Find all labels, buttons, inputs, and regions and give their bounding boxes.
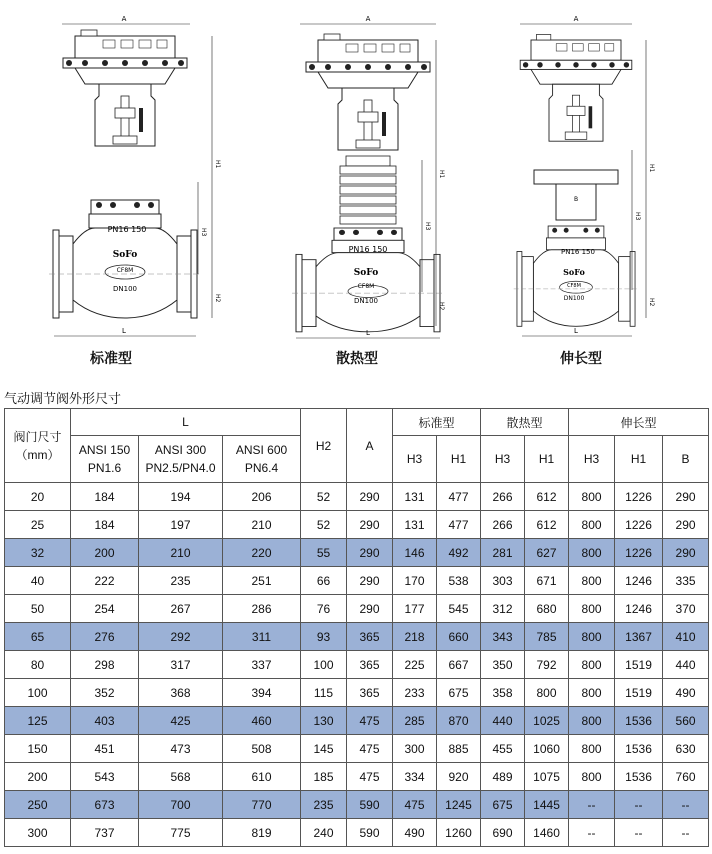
table-cell: 1519 bbox=[615, 679, 663, 707]
table-cell: 440 bbox=[481, 707, 525, 735]
table-cell: 1445 bbox=[525, 791, 569, 819]
table-cell: 240 bbox=[301, 819, 347, 847]
table-row bbox=[5, 735, 709, 763]
table-cell: 365 bbox=[347, 651, 393, 679]
table-row bbox=[5, 623, 709, 651]
table-cell: 538 bbox=[437, 567, 481, 595]
table-cell: 343 bbox=[481, 623, 525, 651]
table-cell: 266 bbox=[481, 483, 525, 511]
table-cell: 775 bbox=[139, 819, 223, 847]
table-cell: 800 bbox=[569, 623, 615, 651]
l-header: L bbox=[71, 409, 301, 436]
table-cell: 477 bbox=[437, 483, 481, 511]
table-cell: 673 bbox=[71, 791, 139, 819]
heat-dim-a: A bbox=[365, 15, 371, 23]
heat-dn: DN100 bbox=[354, 297, 378, 305]
ext-plate: PN16 150 bbox=[561, 248, 595, 256]
table-title: 气动调节阀外形尺寸 bbox=[4, 392, 122, 407]
table-cell: 251 bbox=[223, 567, 301, 595]
table-cell: 290 bbox=[663, 483, 709, 511]
table-cell: 20 bbox=[5, 483, 71, 511]
ext-b-header: B bbox=[663, 436, 709, 483]
table-cell: 1226 bbox=[615, 483, 663, 511]
group-extended: 伸长型 bbox=[569, 409, 709, 436]
table-cell: 1536 bbox=[615, 707, 663, 735]
table-body bbox=[5, 483, 709, 847]
table-cell: 225 bbox=[393, 651, 437, 679]
table-cell: 440 bbox=[663, 651, 709, 679]
ext-h1-header: H1 bbox=[615, 436, 663, 483]
table-cell: 800 bbox=[569, 483, 615, 511]
table-cell: 800 bbox=[569, 763, 615, 791]
table-cell: 50 bbox=[5, 595, 71, 623]
table-cell: 25 bbox=[5, 511, 71, 539]
table-row bbox=[5, 567, 709, 595]
standard-valve-drawing bbox=[49, 15, 221, 336]
table-cell: 197 bbox=[139, 511, 223, 539]
table-cell: 200 bbox=[71, 539, 139, 567]
table-cell: 267 bbox=[139, 595, 223, 623]
table-cell: 200 bbox=[5, 763, 71, 791]
table-cell: 460 bbox=[223, 707, 301, 735]
caption-extended: 伸长型 bbox=[560, 351, 602, 367]
table-cell: 185 bbox=[301, 763, 347, 791]
table-cell: 612 bbox=[525, 511, 569, 539]
table-cell: -- bbox=[569, 791, 615, 819]
table-cell: 194 bbox=[139, 483, 223, 511]
table-cell: 66 bbox=[301, 567, 347, 595]
std-h3-header: H3 bbox=[393, 436, 437, 483]
table-cell: 76 bbox=[301, 595, 347, 623]
table-cell: 477 bbox=[437, 511, 481, 539]
table-cell: 150 bbox=[5, 735, 71, 763]
table-cell: 394 bbox=[223, 679, 301, 707]
std-logo: SoFo bbox=[112, 250, 138, 260]
std-h1-header: H1 bbox=[437, 436, 481, 483]
table-cell: 370 bbox=[663, 595, 709, 623]
table-cell: 800 bbox=[525, 679, 569, 707]
group-heat: 散热型 bbox=[481, 409, 569, 436]
table-cell: 100 bbox=[301, 651, 347, 679]
l-sub-ansi150: ANSI 150 PN1.6 bbox=[71, 436, 139, 483]
table-cell: 285 bbox=[393, 707, 437, 735]
table-cell: -- bbox=[569, 819, 615, 847]
table-cell: -- bbox=[615, 791, 663, 819]
table-cell: 55 bbox=[301, 539, 347, 567]
table-cell: -- bbox=[615, 819, 663, 847]
table-cell: 920 bbox=[437, 763, 481, 791]
table-row bbox=[5, 511, 709, 539]
table-cell: 358 bbox=[481, 679, 525, 707]
table-cell: 1536 bbox=[615, 763, 663, 791]
table-cell: -- bbox=[663, 819, 709, 847]
table-cell: 334 bbox=[393, 763, 437, 791]
heat-dim-h2: H2 bbox=[438, 302, 445, 311]
table-cell: 885 bbox=[437, 735, 481, 763]
table-cell: 785 bbox=[525, 623, 569, 651]
table-cell: 300 bbox=[393, 735, 437, 763]
table-cell: 40 bbox=[5, 567, 71, 595]
table-cell: 266 bbox=[481, 511, 525, 539]
table-cell: 1260 bbox=[437, 819, 481, 847]
table-cell: 1226 bbox=[615, 511, 663, 539]
table-cell: 1460 bbox=[525, 819, 569, 847]
table-row bbox=[5, 791, 709, 819]
std-dim-a: A bbox=[121, 15, 127, 23]
group-standard: 标准型 bbox=[393, 409, 481, 436]
table-cell: 311 bbox=[223, 623, 301, 651]
extended-valve-drawing bbox=[514, 15, 655, 336]
valve-drawings bbox=[0, 0, 712, 345]
table-cell: 250 bbox=[5, 791, 71, 819]
table-cell: 800 bbox=[569, 539, 615, 567]
table-cell: 545 bbox=[437, 595, 481, 623]
table-row bbox=[5, 595, 709, 623]
table-cell: 792 bbox=[525, 651, 569, 679]
std-dim-l: L bbox=[122, 327, 126, 335]
ext-dim-a: A bbox=[573, 15, 579, 23]
table-cell: 218 bbox=[393, 623, 437, 651]
table-row bbox=[5, 763, 709, 791]
table-cell: 131 bbox=[393, 483, 437, 511]
table-cell: 290 bbox=[347, 539, 393, 567]
heat-logo: SoFo bbox=[353, 268, 379, 278]
table-cell: 667 bbox=[437, 651, 481, 679]
table-cell: 352 bbox=[71, 679, 139, 707]
std-plate: PN16 150 bbox=[107, 225, 147, 234]
table-cell: 568 bbox=[139, 763, 223, 791]
table-cell: 286 bbox=[223, 595, 301, 623]
table-cell: 492 bbox=[437, 539, 481, 567]
table-cell: 473 bbox=[139, 735, 223, 763]
size-unit: （mm） bbox=[15, 447, 60, 462]
ext-h3-header: H3 bbox=[569, 436, 615, 483]
h2-header: H2 bbox=[301, 409, 347, 483]
table-cell: 800 bbox=[569, 735, 615, 763]
table-cell: 590 bbox=[347, 819, 393, 847]
table-cell: 508 bbox=[223, 735, 301, 763]
heat-dim-l: L bbox=[366, 329, 370, 337]
heat-cf: CF8M bbox=[357, 283, 375, 290]
table-cell: 1025 bbox=[525, 707, 569, 735]
heat-plate: PN16 150 bbox=[348, 245, 388, 254]
ext-dn: DN100 bbox=[563, 295, 585, 302]
std-dim-h3: H3 bbox=[200, 228, 207, 237]
table-cell: 451 bbox=[71, 735, 139, 763]
table-cell: 184 bbox=[71, 511, 139, 539]
table-cell: 177 bbox=[393, 595, 437, 623]
table-cell: 350 bbox=[481, 651, 525, 679]
table-cell: 220 bbox=[223, 539, 301, 567]
table-cell: 410 bbox=[663, 623, 709, 651]
table-cell: 303 bbox=[481, 567, 525, 595]
table-cell: 590 bbox=[347, 791, 393, 819]
table-cell: 298 bbox=[71, 651, 139, 679]
table-cell: 290 bbox=[347, 511, 393, 539]
table-cell: 290 bbox=[347, 567, 393, 595]
table-row bbox=[5, 819, 709, 847]
table-cell: 365 bbox=[347, 623, 393, 651]
heat-h3-header: H3 bbox=[481, 436, 525, 483]
table-cell: 254 bbox=[71, 595, 139, 623]
caption-standard: 标准型 bbox=[90, 351, 132, 367]
table-cell: 425 bbox=[139, 707, 223, 735]
heat-dim-h3: H3 bbox=[424, 222, 431, 231]
table-cell: 146 bbox=[393, 539, 437, 567]
table-cell: 630 bbox=[663, 735, 709, 763]
table-cell: 93 bbox=[301, 623, 347, 651]
table-cell: 312 bbox=[481, 595, 525, 623]
table-cell: 610 bbox=[223, 763, 301, 791]
table-cell: 52 bbox=[301, 483, 347, 511]
table-cell: 475 bbox=[347, 707, 393, 735]
table-cell: 800 bbox=[569, 707, 615, 735]
table-cell: 65 bbox=[5, 623, 71, 651]
heat-dim-h1: H1 bbox=[438, 170, 445, 179]
table-cell: 675 bbox=[481, 791, 525, 819]
dimension-table bbox=[4, 408, 709, 847]
table-cell: 680 bbox=[525, 595, 569, 623]
table-cell: 770 bbox=[223, 791, 301, 819]
table-cell: 335 bbox=[663, 567, 709, 595]
table-cell: 365 bbox=[347, 679, 393, 707]
table-cell: 800 bbox=[569, 679, 615, 707]
table-cell: 125 bbox=[5, 707, 71, 735]
table-cell: 145 bbox=[301, 735, 347, 763]
table-cell: 281 bbox=[481, 539, 525, 567]
table-row bbox=[5, 539, 709, 567]
std-cf: CF8M bbox=[116, 267, 134, 274]
table-row bbox=[5, 651, 709, 679]
table-cell: 612 bbox=[525, 483, 569, 511]
table-cell: 660 bbox=[437, 623, 481, 651]
l-sub-ansi600: ANSI 600 PN6.4 bbox=[223, 436, 301, 483]
table-cell: 130 bbox=[301, 707, 347, 735]
table-cell: 475 bbox=[393, 791, 437, 819]
table-cell: 475 bbox=[347, 735, 393, 763]
table-cell: 222 bbox=[71, 567, 139, 595]
ext-dim-h2: H2 bbox=[648, 298, 655, 307]
table-cell: 80 bbox=[5, 651, 71, 679]
table-cell: 276 bbox=[71, 623, 139, 651]
table-cell: 1536 bbox=[615, 735, 663, 763]
heat-valve-drawing bbox=[292, 15, 445, 338]
table-cell: 671 bbox=[525, 567, 569, 595]
table-cell: 235 bbox=[139, 567, 223, 595]
table-cell: 700 bbox=[139, 791, 223, 819]
table-cell: 819 bbox=[223, 819, 301, 847]
table-row bbox=[5, 679, 709, 707]
size-header-cell bbox=[5, 409, 71, 483]
table-cell: 455 bbox=[481, 735, 525, 763]
std-dim-h2: H2 bbox=[214, 294, 221, 303]
table-cell: 760 bbox=[663, 763, 709, 791]
table-cell: 490 bbox=[663, 679, 709, 707]
table-row bbox=[5, 483, 709, 511]
table-cell: 1226 bbox=[615, 539, 663, 567]
caption-heat-dissipation: 散热型 bbox=[336, 351, 378, 367]
table-cell: 627 bbox=[525, 539, 569, 567]
table-cell: 403 bbox=[71, 707, 139, 735]
table-cell: 543 bbox=[71, 763, 139, 791]
table-cell: 560 bbox=[663, 707, 709, 735]
table-cell: 800 bbox=[569, 567, 615, 595]
std-dn: DN100 bbox=[113, 285, 137, 293]
table-cell: 1246 bbox=[615, 567, 663, 595]
ext-dim-b: B bbox=[573, 196, 579, 203]
table-cell: 100 bbox=[5, 679, 71, 707]
l-sub-ansi300: ANSI 300 PN2.5/PN4.0 bbox=[139, 436, 223, 483]
table-cell: 235 bbox=[301, 791, 347, 819]
table-cell: 131 bbox=[393, 511, 437, 539]
table-cell: 489 bbox=[481, 763, 525, 791]
table-cell: 206 bbox=[223, 483, 301, 511]
table-cell: 475 bbox=[347, 763, 393, 791]
ext-dim-l: L bbox=[574, 327, 578, 335]
ext-logo: SoFo bbox=[563, 267, 585, 277]
table-cell: 368 bbox=[139, 679, 223, 707]
size-header: 阀门尺寸 bbox=[13, 429, 62, 444]
table-cell: 233 bbox=[393, 679, 437, 707]
table-cell: 800 bbox=[569, 595, 615, 623]
table-cell: 1246 bbox=[615, 595, 663, 623]
table-cell: 1519 bbox=[615, 651, 663, 679]
ext-dim-h1: H1 bbox=[648, 164, 655, 173]
table-cell: 675 bbox=[437, 679, 481, 707]
table-cell: 210 bbox=[223, 511, 301, 539]
table-cell: 870 bbox=[437, 707, 481, 735]
table-cell: 737 bbox=[71, 819, 139, 847]
table-cell: 317 bbox=[139, 651, 223, 679]
ext-dim-h3: H3 bbox=[634, 212, 641, 221]
table-cell: 300 bbox=[5, 819, 71, 847]
table-cell: 1245 bbox=[437, 791, 481, 819]
table-cell: 115 bbox=[301, 679, 347, 707]
table-cell: 690 bbox=[481, 819, 525, 847]
table-cell: 1075 bbox=[525, 763, 569, 791]
std-dim-h1: H1 bbox=[214, 160, 221, 169]
table-cell: 52 bbox=[301, 511, 347, 539]
table-row bbox=[5, 707, 709, 735]
table-cell: 290 bbox=[663, 511, 709, 539]
table-cell: 184 bbox=[71, 483, 139, 511]
table-cell: 290 bbox=[663, 539, 709, 567]
table-cell: 1367 bbox=[615, 623, 663, 651]
table-cell: 210 bbox=[139, 539, 223, 567]
table-cell: 290 bbox=[347, 595, 393, 623]
table-cell: 800 bbox=[569, 651, 615, 679]
table-cell: -- bbox=[663, 791, 709, 819]
table-cell: 290 bbox=[347, 483, 393, 511]
heat-h1-header: H1 bbox=[525, 436, 569, 483]
table-cell: 32 bbox=[5, 539, 71, 567]
table-cell: 337 bbox=[223, 651, 301, 679]
table-cell: 292 bbox=[139, 623, 223, 651]
a-header: A bbox=[347, 409, 393, 483]
table-cell: 1060 bbox=[525, 735, 569, 763]
table-cell: 800 bbox=[569, 511, 615, 539]
table-cell: 170 bbox=[393, 567, 437, 595]
table-cell: 490 bbox=[393, 819, 437, 847]
ext-cf: CF8M bbox=[567, 283, 581, 289]
